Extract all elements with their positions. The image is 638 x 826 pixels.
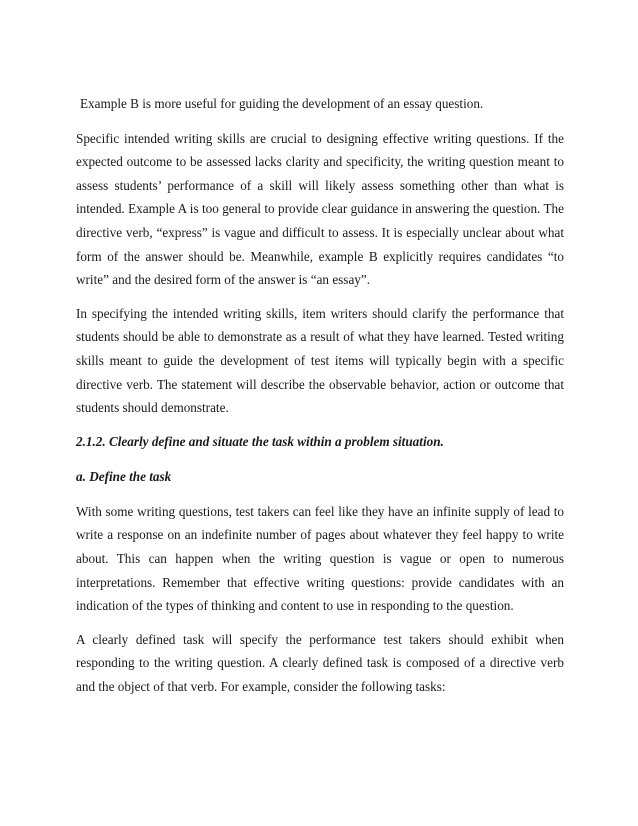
paragraph-infinite-supply: With some writing questions, test takers can feel like they have an infinite supply of lead to write a response on an indefinite number of pages about whatever they feel happy to write about. This can happen when the writing question is vague or open to numerous interpretations. Remember that effective writing questions: provide candidates with an indication of the types of thinking and content to use in responding to the question.	[76, 503, 564, 614]
paragraph-clearly-defined-task: A clearly defined task will specify the performance test takers should exhibit when responding to the writing question. A clearly defined task is composed of a directive verb and the object of that verb. For example, consider the following tasks:	[76, 631, 564, 694]
paragraph-writing-skills: Specific intended writing skills are crucial to designing effective writing questions. If the expected outcome to be assessed lacks clarity and specificity, the writing question meant to assess students’ performance of a skill will likely assess something other than what is intended. Example A is too general to provide clear guidance in answering the question. The directive verb, “express” is vague and difficult to assess. It is especially unclear about what form of the answer should be. Meanwhile, example B explicitly requires candidates “to write” and the desired form of the answer is “an essay”.	[76, 130, 564, 288]
intro-paragraph: Example B is more useful for guiding the development of an essay question.	[80, 96, 484, 111]
section-heading: 2.1.2. Clearly define and situate the task within a problem situation.	[76, 433, 444, 449]
document-body	[76, 92, 564, 708]
paragraph-specifying-skills: In specifying the intended writing skills, item writers should clarify the performance that students should be able to demonstrate as a result of what they have learned. Tested writing skills meant to guide the development of test items will typically begin with a specific directive verb. The statement will describe the observable behavior, action or outcome that students should demonstrate.	[76, 305, 564, 416]
subsection-heading: a. Define the task	[76, 468, 172, 484]
